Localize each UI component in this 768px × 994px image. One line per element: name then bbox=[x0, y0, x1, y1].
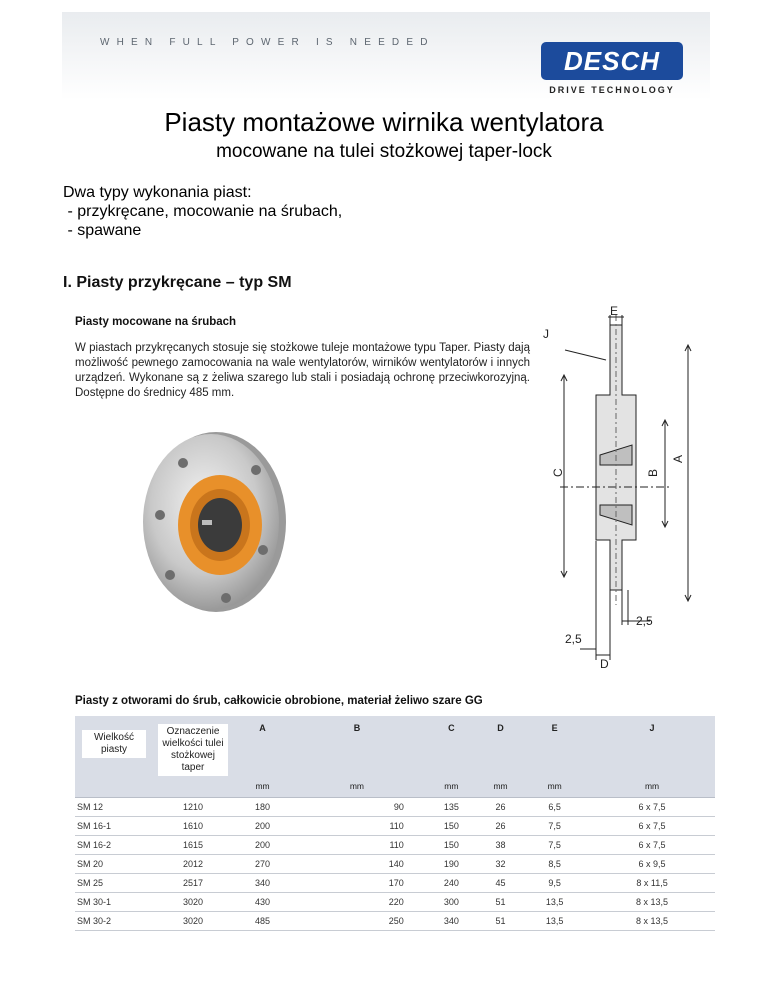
table-header-row bbox=[75, 716, 715, 798]
cell-taper: 2012 bbox=[153, 855, 233, 874]
cell-j: 6 x 7,5 bbox=[589, 798, 715, 817]
col-header-d bbox=[481, 716, 520, 798]
cell-a: 180 bbox=[233, 798, 292, 817]
size-header-label: Wielkość piasty bbox=[82, 730, 146, 758]
cell-d: 26 bbox=[481, 817, 520, 836]
cell-c: 190 bbox=[422, 855, 481, 874]
hub-type-item: - przykręcane, mocowanie na śrubach, bbox=[63, 203, 343, 220]
cell-size: SM 30-1 bbox=[75, 893, 153, 912]
hub-type-item: - spawane bbox=[63, 222, 142, 239]
cell-e: 9,5 bbox=[520, 874, 589, 893]
cell-b: 220 bbox=[292, 893, 422, 912]
cell-size: SM 12 bbox=[75, 798, 153, 817]
cell-d: 32 bbox=[481, 855, 520, 874]
cell-j: 6 x 9,5 bbox=[589, 855, 715, 874]
cell-d: 51 bbox=[481, 893, 520, 912]
cell-taper: 1610 bbox=[153, 817, 233, 836]
desch-logo bbox=[541, 42, 683, 80]
col-b-unit: mm bbox=[349, 781, 365, 791]
cell-b: 90 bbox=[292, 798, 422, 817]
cell-size: SM 25 bbox=[75, 874, 153, 893]
col-a-unit: mm bbox=[255, 781, 270, 791]
table-row bbox=[75, 912, 715, 931]
logo-subtitle: DRIVE TECHNOLOGY bbox=[549, 85, 675, 95]
dim-label-j: J bbox=[543, 327, 549, 341]
col-header-size bbox=[75, 716, 153, 798]
cell-j: 8 x 13,5 bbox=[589, 893, 715, 912]
dim-label-b: B bbox=[646, 468, 660, 477]
cell-e: 7,5 bbox=[520, 836, 589, 855]
cell-j: 6 x 7,5 bbox=[589, 836, 715, 855]
cell-a: 340 bbox=[233, 874, 292, 893]
cell-b: 110 bbox=[292, 817, 422, 836]
col-e-label: E bbox=[551, 723, 558, 733]
dim-label-e: E bbox=[610, 305, 619, 318]
col-header-a bbox=[233, 716, 292, 798]
header-slogan: WHEN FULL POWER IS NEEDED bbox=[100, 37, 435, 48]
cell-c: 340 bbox=[422, 912, 481, 931]
table-row bbox=[75, 817, 715, 836]
cell-taper: 3020 bbox=[153, 912, 233, 931]
section-title: I. Piasty przykręcane – typ SM bbox=[63, 274, 292, 291]
col-e-unit: mm bbox=[547, 781, 562, 791]
dim-label-a: A bbox=[671, 454, 685, 463]
cell-e: 7,5 bbox=[520, 817, 589, 836]
table-row bbox=[75, 798, 715, 817]
dim-label-2-5-right: 2,5 bbox=[636, 614, 653, 628]
logo-text: DESCH bbox=[563, 45, 660, 76]
col-c-unit: mm bbox=[444, 781, 459, 791]
cell-c: 135 bbox=[422, 798, 481, 817]
cell-j: 6 x 7,5 bbox=[589, 817, 715, 836]
subsection-title: Piasty mocowane na śrubach bbox=[75, 316, 237, 328]
col-header-e bbox=[520, 716, 589, 798]
cell-taper: 1210 bbox=[153, 798, 233, 817]
hub-spec-table bbox=[75, 716, 715, 931]
col-header-taper bbox=[153, 716, 233, 798]
cell-d: 38 bbox=[481, 836, 520, 855]
cell-e: 13,5 bbox=[520, 893, 589, 912]
cell-j: 8 x 13,5 bbox=[589, 912, 715, 931]
cell-c: 150 bbox=[422, 817, 481, 836]
hub-photo bbox=[138, 430, 288, 615]
taper-header-label: Oznaczenie wielkości tulei stożkowej taper bbox=[158, 724, 228, 776]
section-description: W piastach przykręcanych stosuje się stożkowe tuleje montażowe typu Taper. Piasty dają możliwość pewnego zamocowania na wale wentylatorów, wirników wentylatorów i innych urządzeń. Wykonane są z żeliwa szarego lub stali i posiadają ochronę przeciwkorozyjną. Dostępne do średnicy 485 mm. bbox=[75, 342, 530, 399]
cell-c: 300 bbox=[422, 893, 481, 912]
cell-c: 150 bbox=[422, 836, 481, 855]
table-row bbox=[75, 855, 715, 874]
col-header-c bbox=[422, 716, 481, 798]
cell-b: 110 bbox=[292, 836, 422, 855]
cell-taper: 3020 bbox=[153, 893, 233, 912]
dim-label-2-5-left: 2,5 bbox=[565, 632, 582, 646]
cell-size: SM 30-2 bbox=[75, 912, 153, 931]
cell-d: 45 bbox=[481, 874, 520, 893]
col-b-label: B bbox=[353, 723, 361, 733]
dim-label-c: C bbox=[551, 468, 565, 477]
cell-a: 200 bbox=[233, 817, 292, 836]
col-a-label: A bbox=[259, 723, 266, 733]
hub-types-list bbox=[63, 183, 342, 240]
cell-b: 250 bbox=[292, 912, 422, 931]
page-title: Piasty montażowe wirnika wentylatora bbox=[164, 107, 604, 137]
col-d-unit: mm bbox=[493, 781, 508, 791]
page-subtitle: mocowane na tulei stożkowej taper-lock bbox=[216, 141, 552, 162]
cell-size: SM 16-1 bbox=[75, 817, 153, 836]
cell-d: 51 bbox=[481, 912, 520, 931]
cell-c: 240 bbox=[422, 874, 481, 893]
col-c-label: C bbox=[448, 723, 455, 733]
cell-size: SM 16-2 bbox=[75, 836, 153, 855]
table-row bbox=[75, 893, 715, 912]
cell-taper: 1615 bbox=[153, 836, 233, 855]
hub-dimension-drawing bbox=[540, 305, 720, 675]
cell-a: 200 bbox=[233, 836, 292, 855]
cell-a: 270 bbox=[233, 855, 292, 874]
cell-b: 140 bbox=[292, 855, 422, 874]
cell-a: 485 bbox=[233, 912, 292, 931]
cell-e: 8,5 bbox=[520, 855, 589, 874]
cell-e: 13,5 bbox=[520, 912, 589, 931]
cell-a: 430 bbox=[233, 893, 292, 912]
col-d-label: D bbox=[497, 723, 504, 733]
cell-size: SM 20 bbox=[75, 855, 153, 874]
col-header-b bbox=[292, 716, 422, 798]
dim-label-d: D bbox=[600, 657, 609, 671]
col-j-unit: mm bbox=[644, 781, 660, 791]
col-j-label: J bbox=[649, 723, 655, 733]
table-row bbox=[75, 836, 715, 855]
table-row bbox=[75, 874, 715, 893]
cell-e: 6,5 bbox=[520, 798, 589, 817]
cell-d: 26 bbox=[481, 798, 520, 817]
cell-b: 170 bbox=[292, 874, 422, 893]
col-header-j bbox=[589, 716, 715, 798]
table-title: Piasty z otworami do śrub, całkowicie obrobione, materiał żeliwo szare GG bbox=[75, 695, 483, 707]
cell-taper: 2517 bbox=[153, 874, 233, 893]
hub-types-intro: Dwa typy wykonania piast: bbox=[63, 184, 252, 201]
cell-j: 8 x 11,5 bbox=[589, 874, 715, 893]
